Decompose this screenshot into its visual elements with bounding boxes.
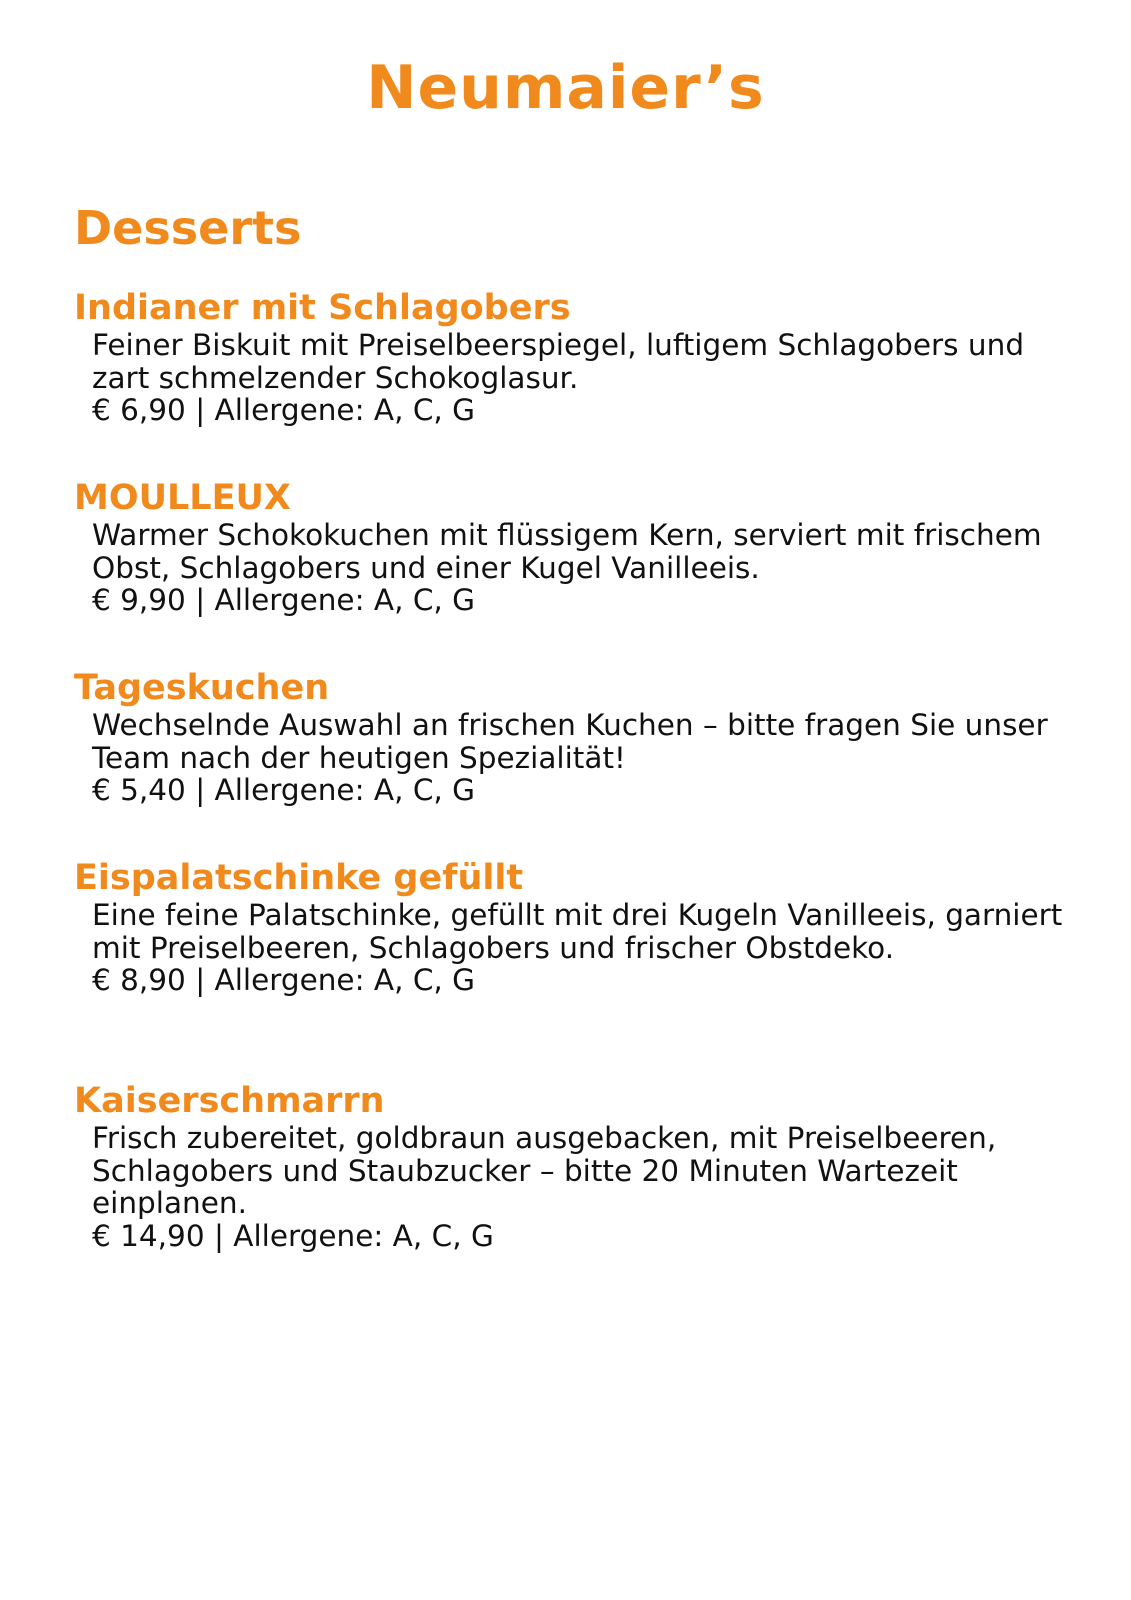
menu-item	[74, 287, 1074, 427]
menu-item-price-allergens: € 5,40 | Allergene: A, C, G	[92, 773, 476, 807]
restaurant-name: Neumaier’s	[366, 53, 765, 123]
menu-item-price-allergens: € 6,90 | Allergene: A, C, G	[92, 393, 476, 427]
menu-item-name: Eispalatschinke gefüllt	[74, 858, 524, 898]
menu-item-description: Feiner Biskuit mit Preiselbeerspiegel, luftigem Schlagobers und zart schmelzender Schokoglasur.	[92, 328, 1025, 395]
menu-item-name: Kaiserschmarrn	[74, 1081, 385, 1121]
menu-item	[74, 857, 1074, 997]
menu-item-description: Warmer Schokokuchen mit flüssigem Kern, serviert mit frischem Obst, Schlagobers und einer Kugel Vanilleeis.	[92, 518, 1042, 585]
menu-item-name: MOULLEUX	[74, 478, 291, 518]
menu-item-description: Eine feine Palatschinke, gefüllt mit drei Kugeln Vanilleeis, garniert mit Preiselbeeren, Schlagobers und frischer Obstdeko.	[92, 898, 1063, 965]
menu-item-price-allergens: € 14,90 | Allergene: A, C, G	[92, 1218, 494, 1253]
menu-item-price-allergens: € 8,90 | Allergene: A, C, G	[92, 963, 476, 997]
menu-item-description: Wechselnde Auswahl an frischen Kuchen – bitte fragen Sie unser Team nach der heutigen Spezialität!	[92, 708, 1048, 775]
menu-item	[74, 477, 1074, 617]
menu-item	[74, 667, 1074, 807]
menu-item-price-allergens: € 9,90 | Allergene: A, C, G	[92, 583, 476, 617]
menu-item-description: Frisch zubereitet, goldbraun ausgebacken, mit Preiselbeeren, Schlagobers und Staubzucker – bitte 20 Minuten Wartezeit einplanen.	[92, 1121, 997, 1220]
section-title-desserts: Desserts	[74, 201, 302, 255]
menu-item-name: Indianer mit Schlagobers	[74, 288, 571, 328]
menu-item-name: Tageskuchen	[74, 668, 330, 708]
menu-item	[74, 1080, 1074, 1252]
